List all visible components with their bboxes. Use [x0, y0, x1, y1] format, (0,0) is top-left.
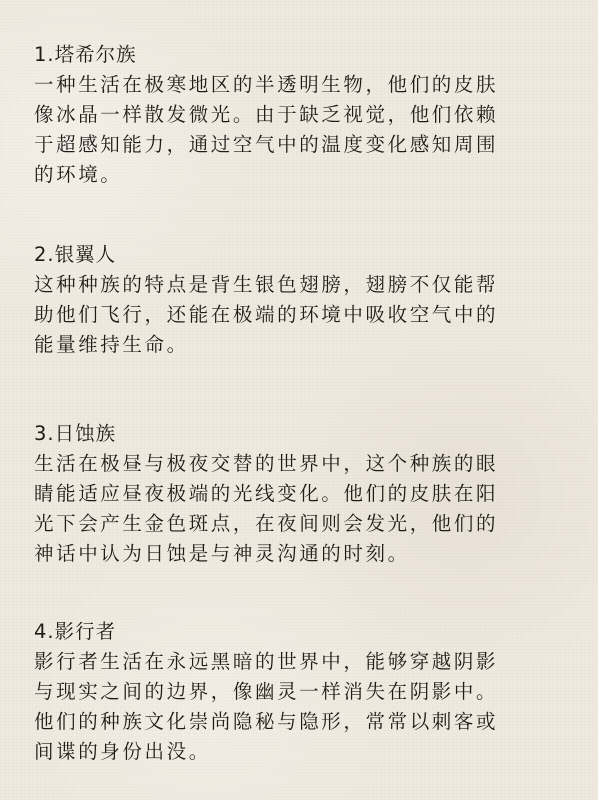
paragraph-line: 他们的种族文化崇尚隐秘与隐形，常常以刺客或 [34, 710, 499, 733]
section-silverwing-people [34, 240, 570, 360]
paragraph-line: 助他们飞行，还能在极端的环境中吸收空气中的 [34, 303, 499, 326]
section-heading: 1.塔希尔族 [34, 43, 137, 66]
paragraph-line: 像冰晶一样散发微光。由于缺乏视觉，他们依赖 [34, 103, 499, 126]
section-heading: 3.日蚀族 [34, 422, 117, 445]
paragraph-line: 光下会产生金色斑点，在夜间则会发光，他们的 [34, 512, 499, 535]
paragraph-line: 于超感知能力，通过空气中的温度变化感知周围 [34, 133, 499, 156]
paragraph-line: 能量维持生命。 [34, 333, 189, 356]
paragraph-line: 影行者生活在永远黑暗的世界中，能够穿越阴影 [34, 650, 499, 673]
paragraph-line: 与现实之间的边界，像幽灵一样消失在阴影中。 [34, 680, 499, 703]
section-eclipse-race [34, 419, 570, 569]
section-tashir-race [34, 40, 570, 190]
section-shadow-walker [34, 617, 570, 767]
paragraph-line: 睛能适应昼夜极端的光线变化。他们的皮肤在阳 [34, 482, 499, 505]
paragraph-line: 间谍的身份出没。 [34, 740, 211, 763]
section-heading: 2.银翼人 [34, 243, 117, 266]
section-heading: 4.影行者 [34, 620, 117, 643]
paragraph-line: 生活在极昼与极夜交替的世界中，这个种族的眼 [34, 452, 499, 475]
paragraph-line: 这种种族的特点是背生银色翅膀，翅膀不仅能帮 [34, 273, 499, 296]
paragraph-line: 一种生活在极寒地区的半透明生物，他们的皮肤 [34, 73, 499, 96]
paragraph-line: 的环境。 [34, 163, 123, 186]
paragraph-line: 神话中认为日蚀是与神灵沟通的时刻。 [34, 542, 410, 565]
